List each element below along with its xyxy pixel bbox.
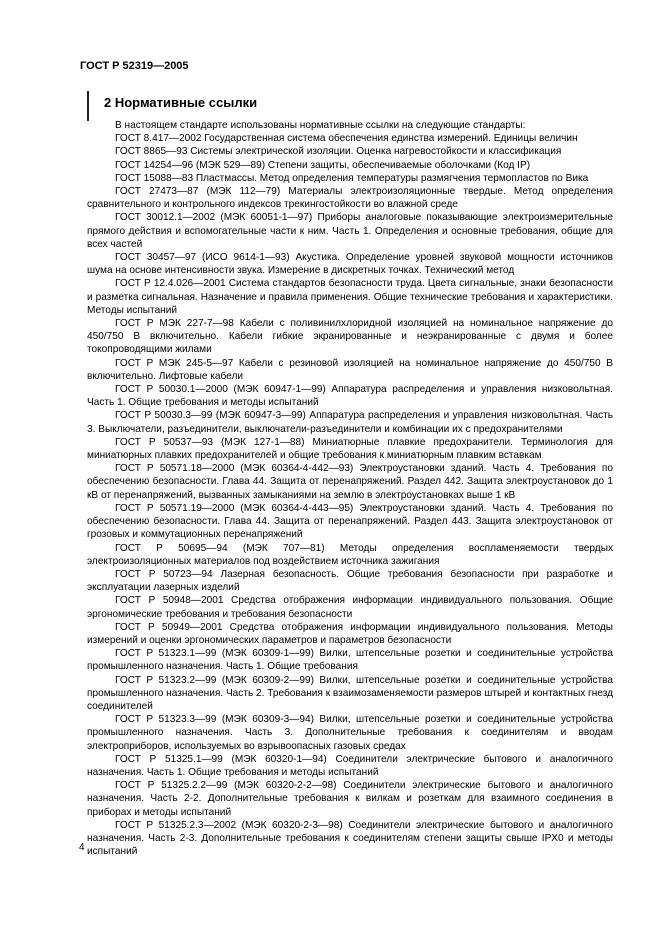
reference-item: ГОСТ Р МЭК 245-5—97 Кабели с резиновой изоляцией на номинальное напряжение до 450/750 В включительно. Лифтовые кабели <box>87 357 613 382</box>
reference-item: ГОСТ Р 51323.3—99 (МЭК 60309-3—94) Вилки, штепсельные розетки и соединительные устройства промышленного назначения. Часть 3. Дополнительные требования к соединителям и вводам электроприборов, используемых во взрывоопасных газовых средах <box>87 714 613 752</box>
reference-item: ГОСТ Р 50030.1—2000 (МЭК 60947-1—99) Аппаратура распределения и управления низковольтная. Часть 1. Общие требования и методы испытаний <box>87 384 613 409</box>
reference-item: ГОСТ Р 50948—2001 Средства отображения информации индивидуального пользования. Общие эргономические требования и требования безопасности <box>87 595 613 620</box>
reference-item: ГОСТ 8.417—2002 Государственная система обеспечения единства измерений. Единицы величин <box>115 133 578 145</box>
reference-item: ГОСТ Р МЭК 227-7—98 Кабели с поливинилхлоридной изоляцией на номинальное напряжение до 450/750 В включительно. Кабели гибкие экранированные и неэкранированные с двумя и более токопроводящими жилами <box>87 318 613 356</box>
reference-item: ГОСТ Р 50030.3—99 (МЭК 60947-3—99) Аппаратура распределения и управления низковольтная. Часть 3. Выключатели, разъединители, выключатели-разъединители и комбинации их с предохранителями <box>87 410 613 435</box>
reference-item: ГОСТ 15088—83 Пластмассы. Метод определения температуры размягчения термопластов по Вика <box>115 172 589 184</box>
reference-item: ГОСТ 14254—96 (МЭК 529—89) Степени защиты, обеспечиваемые оболочками (Код IP) <box>115 159 531 171</box>
references-list <box>87 119 613 858</box>
reference-item: ГОСТ 8865—93 Системы электрической изоляции. Оценка нагревостойкости и классификация <box>115 146 562 158</box>
reference-item: ГОСТ Р 51323.1—99 (МЭК 60309-1—99) Вилки, штепсельные розетки и соединительные устройства промышленного назначения. Часть 1. Общие требования <box>87 648 613 673</box>
reference-item: ГОСТ 27473—87 (МЭК 112—79) Материалы электроизоляционные твердые. Метод определения сравнительного и контрольного индексов трекингостойкости во влажной среде <box>87 186 613 211</box>
change-bar <box>87 91 89 121</box>
reference-item: ГОСТ Р 50723—94 Лазерная безопасность. Общие требования безопасности при разработке и эксплуатации лазерных изделий <box>87 568 613 594</box>
reference-item: ГОСТ Р 12.4.026—2001 Система стандартов безопасности труда. Цвета сигнальные, знаки безопасности и разметка сигнальная. Назначение и правила применения. Общие технические требования и характеристики. Методы испытаний <box>87 278 613 316</box>
reference-item: ГОСТ Р 51323.2—99 (МЭК 60309-2—99) Вилки, штепсельные розетки и соединительные устройства промышленного назначения. Часть 2. Требования к взаимозаменяемости размеров штырей и контактных гнезд соединителей <box>87 674 614 712</box>
reference-item: ГОСТ Р 50695—94 (МЭК 707—81) Методы определения воспламеняемости твердых электроизоляционных материалов под воздействием источника зажигания <box>87 542 613 567</box>
reference-item: ГОСТ Р 51325.2.3—2002 (МЭК 60320-2-3—98) Соединители электрические бытового и аналогичного назначения. Часть 2-3. Дополнительные требования к соединителям степени защиты свыше IPX0 и методы испытаний <box>87 819 613 858</box>
page-number: 4 <box>79 842 85 853</box>
section-heading: 2 Нормативные ссылки <box>104 95 258 110</box>
intro-paragraph: В настоящем стандарте использованы нормативные ссылки на следующие стандарты: <box>115 120 526 131</box>
reference-item: ГОСТ Р 50949—2001 Средства отображения информации индивидуального пользования. Методы измерений и оценки эргономических параметров и параметров безопасности <box>87 621 613 646</box>
reference-item: ГОСТ Р 50537—93 (МЭК 127-1—88) Миниатюрные плавкие предохранители. Терминология для миниатюрных плавких предохранителей и общие требования к миниатюрным плавким вставкам <box>87 436 613 462</box>
reference-item: ГОСТ 30457—97 (ИСО 9614-1—93) Акустика. Определение уровней звуковой мощности источников шума на основе интенсивности звука. Измерение в дискретных точках. Технический метод <box>87 252 613 277</box>
document-header: ГОСТ Р 52319—2005 <box>80 60 189 72</box>
reference-item: ГОСТ Р 50571.18—2000 (МЭК 60364-4-442—93) Электроустановки зданий. Часть 4. Требования по обеспечению безопасности. Глава 44. Защита от перенапряжений. Раздел 442. Защита электроустановок до 1 кВ от перенапряжений, вызванных замыканиями на землю в электроустановках выше 1 кВ <box>87 463 613 501</box>
reference-item: ГОСТ Р 51325.1—99 (МЭК 60320-1—94) Соединители электрические бытового и аналогичного назначения. Часть 1. Общие требования и методы испытаний <box>87 753 613 778</box>
reference-item: ГОСТ 30012.1—2002 (МЭК 60051-1—97) Приборы аналоговые показывающие электроизмерительные прямого действия и вспомогательные части к ним. Часть 1. Определения и основные требования, общие для всех частей <box>87 212 613 250</box>
reference-item: ГОСТ Р 50571.19—2000 (МЭК 60364-4-443—95) Электроустановки зданий. Часть 4. Требования по обеспечению безопасности. Глава 44. Защита от перенапряжений. Раздел 443. Защита электроустановок от грозовых и коммутационных перенапряжений <box>87 502 613 541</box>
reference-item: ГОСТ Р 51325.2.2—99 (МЭК 60320-2-2—98) Соединители электрические бытового и аналогичного назначения. Часть 2-2. Дополнительные требования к вилкам и розеткам для взаимного соединения в приборах и методы испытаний <box>87 780 613 818</box>
